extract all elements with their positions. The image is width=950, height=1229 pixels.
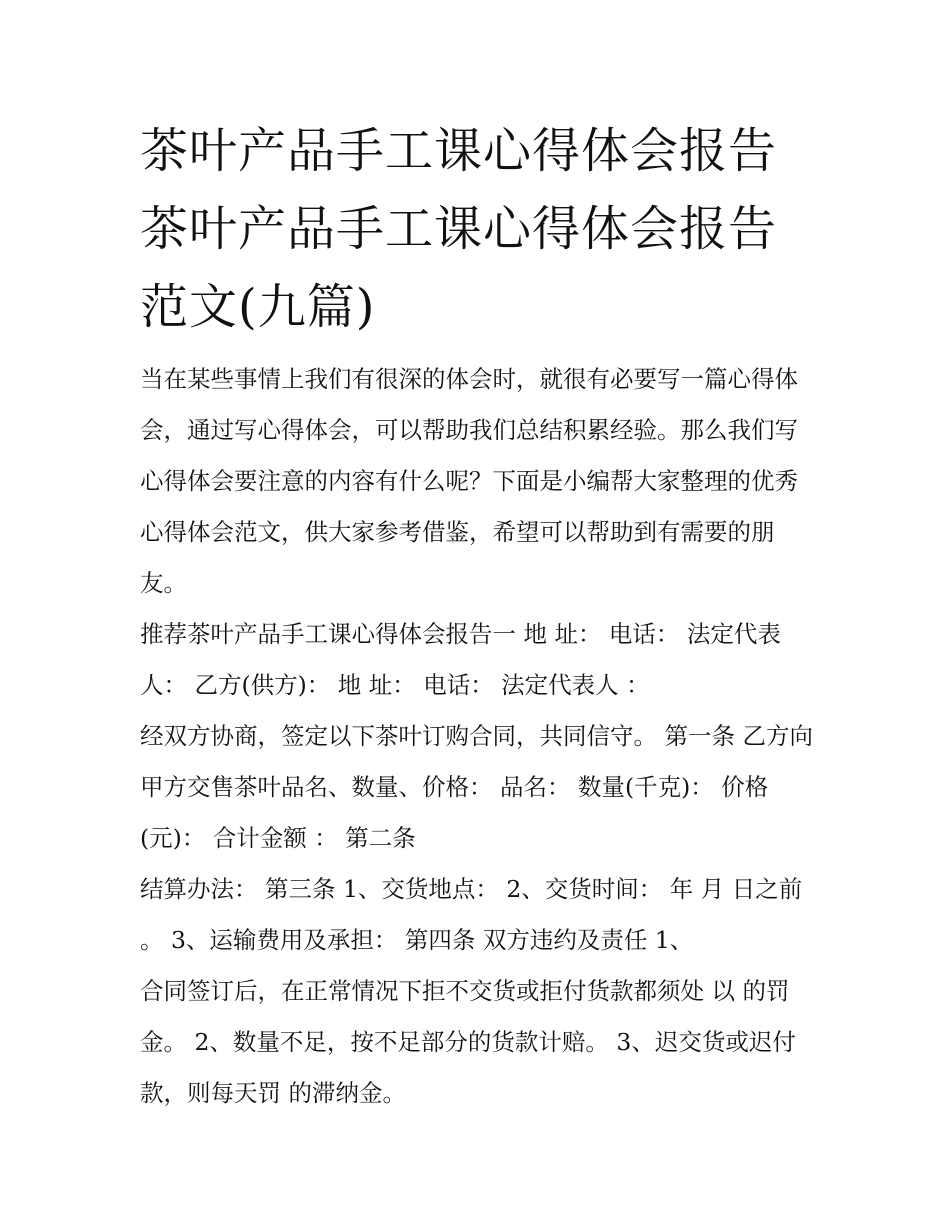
article-one-paragraph: 经双方协商，签定以下茶叶订购合同，共同信守。 第一条 乙方向甲方交售茶叶品名、数量、价格： 品名： 数量(千克)： 价格(元)： 合计金额 ： 第二条 [140, 722, 813, 852]
document-body [140, 112, 820, 1119]
penalty-paragraph: 合同签订后，在正常情况下拒不交货或拒付货款都须处 以 的罚金。 2、数量不足，按不足部分的货款计赔。 3、迟交货或迟付款，则每天罚 的滞纳金。 [140, 977, 796, 1107]
intro-paragraph: 当在某些事情上我们有很深的体会时，就很有必要写一篇心得体会，通过写心得体会，可以帮助我们总结积累经验。那么我们写心得体会要注意的内容有什么呢？下面是小编帮大家整理的优秀心得体会范文，供大家参考借鉴，希望可以帮助到有需要的朋友。 [140, 365, 798, 597]
document-title: 茶叶产品手工课心得体会报告茶叶产品手工课心得体会报告范文(九篇) [140, 123, 778, 335]
contract-parties-paragraph: 推荐茶叶产品手工课心得体会报告一 地 址： 电话： 法定代表人： 乙方(供方)： 地 址： 电话： 法定代表人 ： [140, 620, 781, 699]
settlement-paragraph: 结算办法： 第三条 1、交货地点： 2、交货时间： 年 月 日之前 。 3、运输费用及承担： 第四条 双方违约及责任 1、 [140, 875, 803, 954]
